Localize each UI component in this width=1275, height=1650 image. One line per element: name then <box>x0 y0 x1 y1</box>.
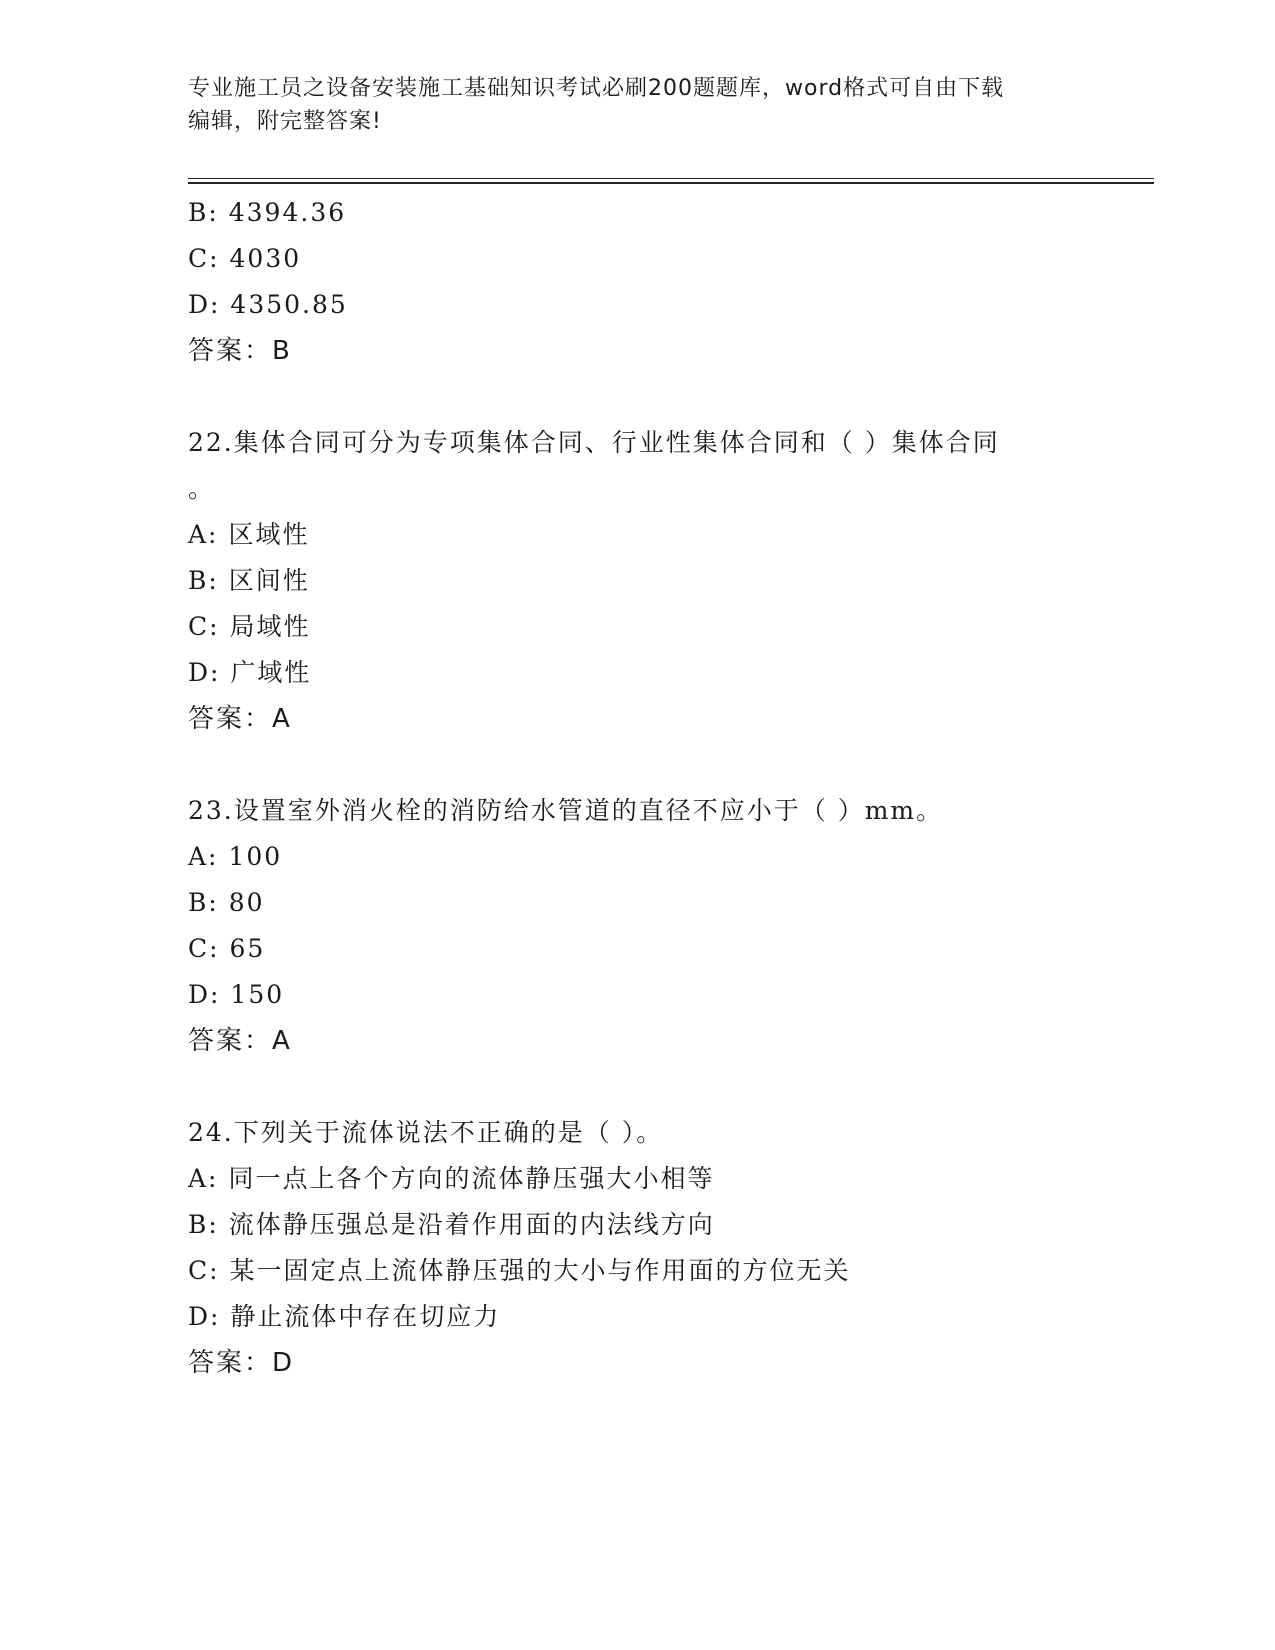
question-number: 24. <box>188 1118 234 1147</box>
spacer <box>188 742 1088 788</box>
option-label: A: <box>188 1164 219 1193</box>
answer-line: 答案：B <box>188 336 292 366</box>
question-stem <box>188 420 1088 466</box>
header-title-line-1: 专业施工员之设备安装施工基础知识考试必刷200题题库，word格式可自由下载 <box>188 76 1005 101</box>
answer-line: 答案：A <box>188 704 292 734</box>
question-block <box>188 190 1088 374</box>
option-text: 静止流体中存在切应力 <box>230 1302 501 1331</box>
option-d <box>188 650 1088 696</box>
option-b <box>188 190 1088 236</box>
spacer <box>188 1064 1088 1110</box>
option-a <box>188 834 1088 880</box>
option-c <box>188 926 1088 972</box>
option-label: C: <box>188 612 220 641</box>
option-text: 4394.36 <box>228 198 347 227</box>
option-label: C: <box>188 934 220 963</box>
option-c <box>188 1248 1088 1294</box>
option-d <box>188 282 1088 328</box>
option-b <box>188 558 1088 604</box>
option-text: 流体静压强总是沿着作用面的内法线方向 <box>228 1210 715 1239</box>
question-stem <box>188 1110 1088 1156</box>
option-text: 4350.85 <box>230 290 348 319</box>
answer-line: 答案：D <box>188 1348 295 1378</box>
option-text: 4030 <box>229 244 302 273</box>
question-stem-tail: 。 <box>188 474 216 503</box>
option-text: 同一点上各个方向的流体静压强大小相等 <box>228 1164 715 1193</box>
option-label: A: <box>188 842 219 871</box>
option-label: C: <box>188 244 220 273</box>
header-divider-thin <box>188 178 1154 179</box>
option-b <box>188 1202 1088 1248</box>
option-label: D: <box>188 658 221 687</box>
question-stem <box>188 788 1088 834</box>
option-a <box>188 512 1088 558</box>
option-text: 100 <box>228 842 283 871</box>
question-list <box>188 190 1088 1386</box>
option-label: B: <box>188 888 219 917</box>
option-b <box>188 880 1088 926</box>
option-label: D: <box>188 980 221 1009</box>
option-label: B: <box>188 566 219 595</box>
option-label: C: <box>188 1256 220 1285</box>
question-block <box>188 420 1088 742</box>
option-text: 150 <box>230 980 285 1009</box>
option-text: 某一固定点上流体静压强的大小与作用面的方位无关 <box>229 1256 851 1285</box>
option-c <box>188 236 1088 282</box>
option-label: A: <box>188 520 219 549</box>
option-d <box>188 1294 1088 1340</box>
header-divider-thick <box>188 182 1154 184</box>
option-text: 80 <box>228 888 265 917</box>
header-title-line-2: 编辑，附完整答案! <box>188 109 382 134</box>
option-text: 区域性 <box>228 520 310 549</box>
option-text: 65 <box>229 934 266 963</box>
option-label: B: <box>188 1210 219 1239</box>
option-a <box>188 1156 1088 1202</box>
option-text: 局域性 <box>229 612 311 641</box>
question-block <box>188 788 1088 1064</box>
option-label: B: <box>188 198 219 227</box>
question-number: 22. <box>188 428 234 457</box>
spacer <box>188 374 1088 420</box>
option-c <box>188 604 1088 650</box>
option-label: D: <box>188 290 221 319</box>
option-text: 广域性 <box>230 658 312 687</box>
question-block <box>188 1110 1088 1386</box>
option-d <box>188 972 1088 1018</box>
answer-line: 答案：A <box>188 1026 292 1056</box>
document-header <box>188 72 1088 138</box>
question-text: 下列关于流体说法不正确的是（ ）。 <box>233 1118 664 1147</box>
option-label: D: <box>188 1302 221 1331</box>
option-text: 区间性 <box>228 566 310 595</box>
question-number: 23. <box>188 796 234 825</box>
question-text: 集体合同可分为专项集体合同、行业性集体合同和（ ）集体合同 <box>233 428 1000 457</box>
question-text: 设置室外消火栓的消防给水管道的直径不应小于（ ）mm。 <box>233 796 944 825</box>
